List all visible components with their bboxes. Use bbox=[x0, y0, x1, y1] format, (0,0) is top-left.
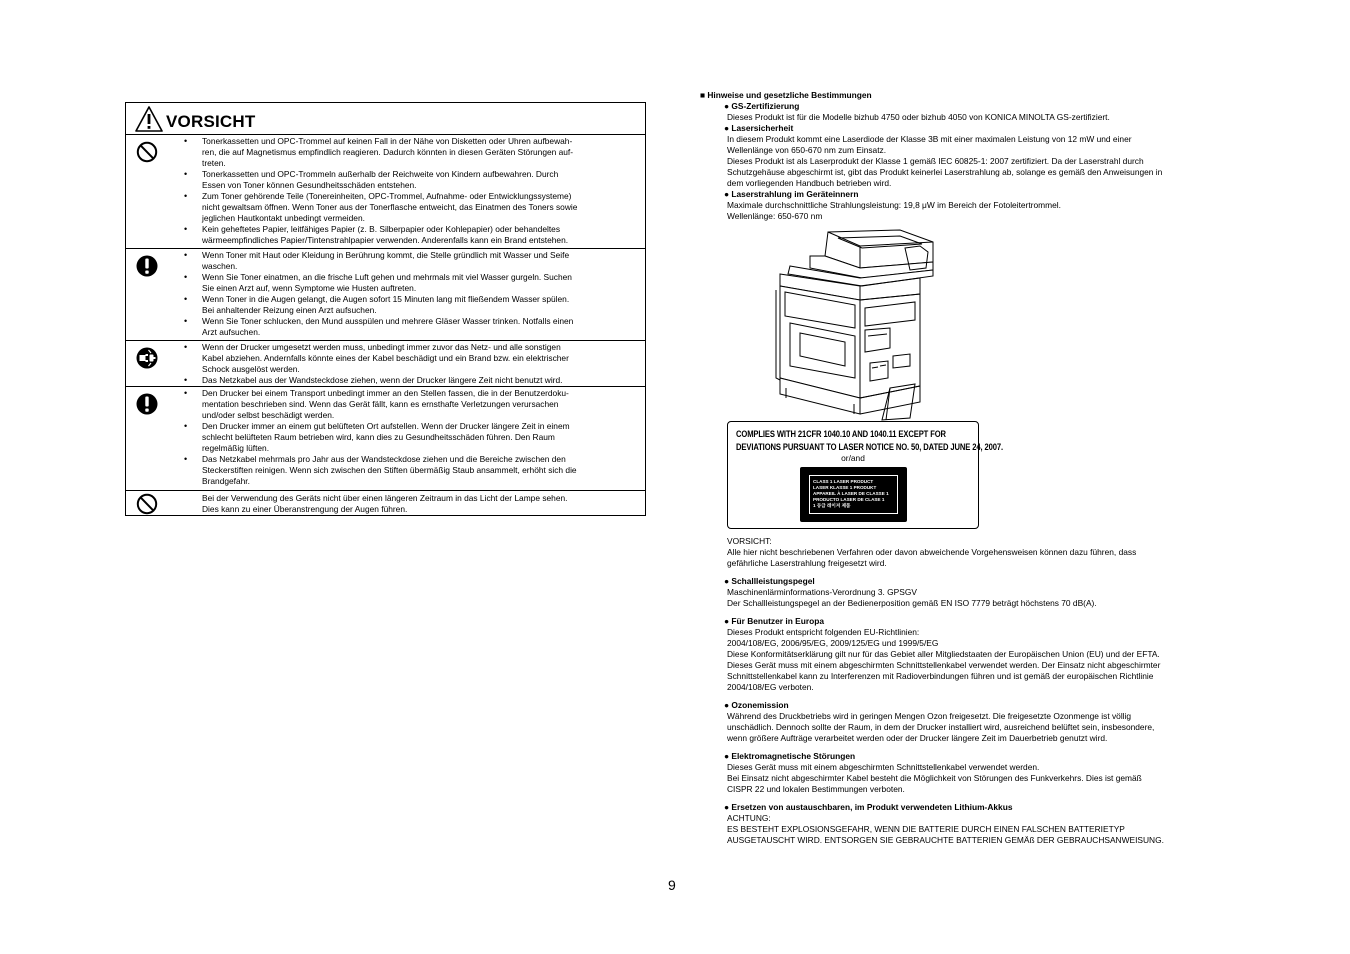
plate-line: LASER KLASSE 1 PRODUKT bbox=[813, 485, 877, 490]
printer-illustration bbox=[750, 228, 940, 422]
ozone-heading: ● Ozonemission bbox=[724, 700, 789, 710]
caution-row-2 bbox=[126, 249, 645, 341]
caution-row-4 bbox=[126, 387, 645, 491]
sound-body: Maschinenlärminformations-Verordnung 3. GPSGV Der Schallleistungspegel an der Bedienerposition gemäß EN ISO 7779 beträgt höchstens 70 dB(A). bbox=[727, 587, 1097, 608]
caution-text-5: Bei der Verwendung des Geräts nicht über einen längeren Zeitraum in das Licht der Lampe sehen. Dies kann zu einer Überanstrengung der Augen führen. bbox=[202, 493, 568, 514]
ozone-body: Während des Druckbetriebs wird in geringen Mengen Ozon freigesetzt. Die freigesetzte Ozonmenge ist völlig unschädlich. Dennoch sollte der Raum, in dem der Drucker installiert wird, ausreichend belüftet sein, insbesondere, wenn größere Aufträge verarbeitet werden oder der Drucker längere Zeit im Dauerbetrieb genutzt wird. bbox=[727, 711, 1155, 743]
mandatory-action-icon bbox=[136, 392, 158, 416]
caution-row-3 bbox=[126, 341, 645, 387]
europe-heading: ● Für Benutzer in Europa bbox=[724, 616, 824, 626]
caution-list-1 bbox=[182, 135, 639, 246]
list-item: • Das Netzkabel aus der Wandsteckdose ziehen, wenn der Drucker längere Zeit nicht benutzt wird. bbox=[182, 375, 639, 386]
section-heading: ■ Hinweise und gesetzliche Bestimmungen bbox=[700, 90, 872, 100]
page-number: 9 bbox=[668, 877, 676, 893]
list-item: • Tonerkassetten und OPC-Trommeln außerhalb der Reichweite von Kindern aufbewahren. Durch Essen von Toner können Gesundheitsschäden entstehen. bbox=[182, 169, 639, 191]
battery-heading: ● Ersetzen von austauschbaren, im Produkt verwendeten Lithium-Akkus bbox=[724, 802, 1013, 812]
emc-body: Dieses Gerät muss mit einem abgeschirmten Schnittstellenkabel verwendet werden. Bei Einsatz nicht abgeschirmter Kabel besteht die Möglichkeit von Störungen des Funkverkehrs. Dies ist gemäß CISPR 22 und lokalen Bestimmungen verboten. bbox=[727, 762, 1142, 794]
caution-header bbox=[126, 103, 645, 135]
prohibition-icon bbox=[136, 492, 158, 516]
caution-row-1 bbox=[126, 135, 645, 249]
emc-heading: ● Elektromagnetische Störungen bbox=[724, 751, 856, 761]
prohibition-icon bbox=[136, 140, 158, 164]
compliance-or: or/and bbox=[841, 453, 865, 463]
plate-line: PRODUCTO LASER DE CLASE 1 bbox=[813, 497, 885, 502]
list-item: • Wenn Toner in die Augen gelangt, die Augen sofort 15 Minuten lang mit fließendem Wasser spülen. Bei anhaltender Reizung einen Arzt aufsuchen. bbox=[182, 294, 639, 316]
laser-body: In diesem Produkt kommt eine Laserdiode der Klasse 3B mit einer maximalen Leistung von 12 mW und einer Wellenlänge von 650-670 nm zum Einsatz. Dieses Produkt ist als Laserprodukt der Klasse 1 gemäß IEC 60825-1: 2007 zertifiziert. Da der Laserstrahl durch Schutzgehäuse abgeschirmt ist, gibt das Produkt keinerlei Laserstrahlung ab, solange es gemäß den Anweisungen in dem vorliegenden Handbuch betrieben wird. bbox=[727, 134, 1163, 188]
caution-list-2 bbox=[182, 249, 639, 338]
europe-body: Dieses Produkt entspricht folgenden EU-Richtlinien: 2004/108/EG, 2006/95/EG, 2009/125/EG und 1999/5/EG Diese Konformitätserklärung gilt nur für das Gebiet aller Mitgliedstaaten der Europäischen Union (EU) und der EFTA. Dieses Gerät muss mit einem abgeschirmten Schnittstellenkabel verwendet werden. Der Einsatz nicht abgeschirmter Schnittstellenkabel kann zu Interferenzen mit Radioverbindungen führen und ist gemäß der europäischen Richtlinie 2004/108/EG verboten. bbox=[727, 627, 1161, 692]
mandatory-action-icon bbox=[136, 254, 158, 278]
caution-list-4 bbox=[182, 387, 639, 487]
list-item: • Wenn Sie Toner schlucken, den Mund ausspülen und mehrere Gläser Wasser trinken. Notfalls einen Arzt aufsuchen. bbox=[182, 316, 639, 338]
caution-list-3 bbox=[182, 341, 639, 386]
class-1-laser-plate bbox=[800, 467, 907, 522]
gs-heading: ● GS-Zertifizierung bbox=[724, 101, 800, 111]
plate-line: 1 등급 레이저 제품 bbox=[813, 503, 851, 508]
laser-warning: VORSICHT: Alle hier nicht beschriebenen Verfahren oder davon abweichende Vorgehensweisen können dazu führen, dass gefährliche Laserstrahlung freigesetzt wird. bbox=[727, 536, 1137, 568]
internal-laser-body: Maximale durchschnittliche Strahlungsleistung: 19,8 μW im Bereich der Fotoleitertrommel. Wellenlänge: 650-670 nm bbox=[727, 200, 1061, 221]
plate-line: APPAREIL À LASER DE CLASSE 1 bbox=[813, 491, 889, 496]
caution-row-5 bbox=[126, 491, 645, 516]
laser-compliance-label bbox=[727, 421, 1004, 529]
compliance-line-1: COMPLIES WITH 21CFR 1040.10 AND 1040.11 EXCEPT FOR bbox=[736, 428, 946, 440]
unplug-icon bbox=[136, 346, 158, 370]
list-item: • Das Netzkabel mehrmals pro Jahr aus der Wandsteckdose ziehen und die Bereiche zwischen den Steckerstiften reinigen. Wenn sich zwischen den Stiften übermäßig Staub ansammelt, erhöht sich die Brandgefahr. bbox=[182, 454, 639, 487]
warning-triangle-icon bbox=[134, 105, 164, 133]
list-item: • Zum Toner gehörende Teile (Tonereinheiten, OPC-Trommel, Aufnahme- oder Entwicklungssysteme) nicht gewaltsam öffnen. Wenn Toner aus der Tonerflasche entweicht, das Einatmen des Toners sowie jeglichen Hautkontakt unbedingt vermeiden. bbox=[182, 191, 639, 224]
sound-heading: ● Schallleistungspegel bbox=[724, 576, 815, 586]
list-item: • Wenn Toner mit Haut oder Kleidung in Berührung kommt, die Stelle gründlich mit Wasser und Seife waschen. bbox=[182, 250, 639, 272]
gs-body: Dieses Produkt ist für die Modelle bizhub 4750 oder bizhub 4050 von KONICA MINOLTA GS-zertifiziert. bbox=[727, 112, 1110, 122]
list-item: • Wenn Sie Toner einatmen, an die frische Luft gehen und mehrmals mit viel Wasser gurgeln. Suchen Sie einen Arzt auf, wenn Symptome wie Husten auftreten. bbox=[182, 272, 639, 294]
list-item: • Kein geheftetes Papier, leitfähiges Papier (z. B. Silberpapier oder Kohlepapier) oder behandeltes wärmeempfindliches Papier/Tintenstrahlpapier verwenden. Anderenfalls kann ein Brand entstehen. bbox=[182, 224, 639, 246]
caution-title: VORSICHT bbox=[166, 111, 256, 131]
list-item: • Den Drucker bei einem Transport unbedingt immer an den Stellen fassen, die in der Benutzerdoku- mentation beschrieben sind. Wenn das Gerät fällt, kann es ernsthafte Verletzungen verursachen und/oder selbst beschädigt werden. bbox=[182, 388, 639, 421]
list-item: • Den Drucker immer an einem gut belüfteten Ort aufstellen. Wenn der Drucker längere Zeit in einem schlecht belüfteten Raum betrieben wird, kann dies zu Gesundheitsschäden führen. Den Raum regelmäßig lüften. bbox=[182, 421, 639, 454]
laser-heading: ● Lasersicherheit bbox=[724, 123, 794, 133]
list-item: • Wenn der Drucker umgesetzt werden muss, unbedingt immer zuvor das Netz- und alle sonstigen Kabel abziehen. Andernfalls könnte eines der Kabel beschädigt und ein Brand bzw. ein elektrischer Schock ausgelöst werden. bbox=[182, 342, 639, 375]
plate-line: CLASS 1 LASER PRODUCT bbox=[813, 479, 874, 484]
compliance-line-2: DEVIATIONS PURSUANT TO LASER NOTICE NO. 50, DATED JUNE 24, 2007. bbox=[736, 441, 1004, 453]
list-item: • Tonerkassetten und OPC-Trommel auf keinen Fall in der Nähe von Disketten oder Uhren aufbewah- ren, die auf Magnetismus empfindlich reagieren. Dadurch könnten in diesen Geräten Störungen auf- treten. bbox=[182, 136, 639, 169]
caution-table bbox=[125, 102, 646, 516]
internal-laser-heading: ● Laserstrahlung im Geräteinnern bbox=[724, 189, 859, 199]
battery-body: ACHTUNG: ES BESTEHT EXPLOSIONSGEFAHR, WENN DIE BATTERIE DURCH EINEN FALSCHEN BATTERIETYP AUSGETAUSCHT WIRD. ENTSORGEN SIE GEBRAUCHTE BATTERIEN GEMÄß DER GEBRAUCHSANWEISUNG. bbox=[727, 813, 1164, 845]
